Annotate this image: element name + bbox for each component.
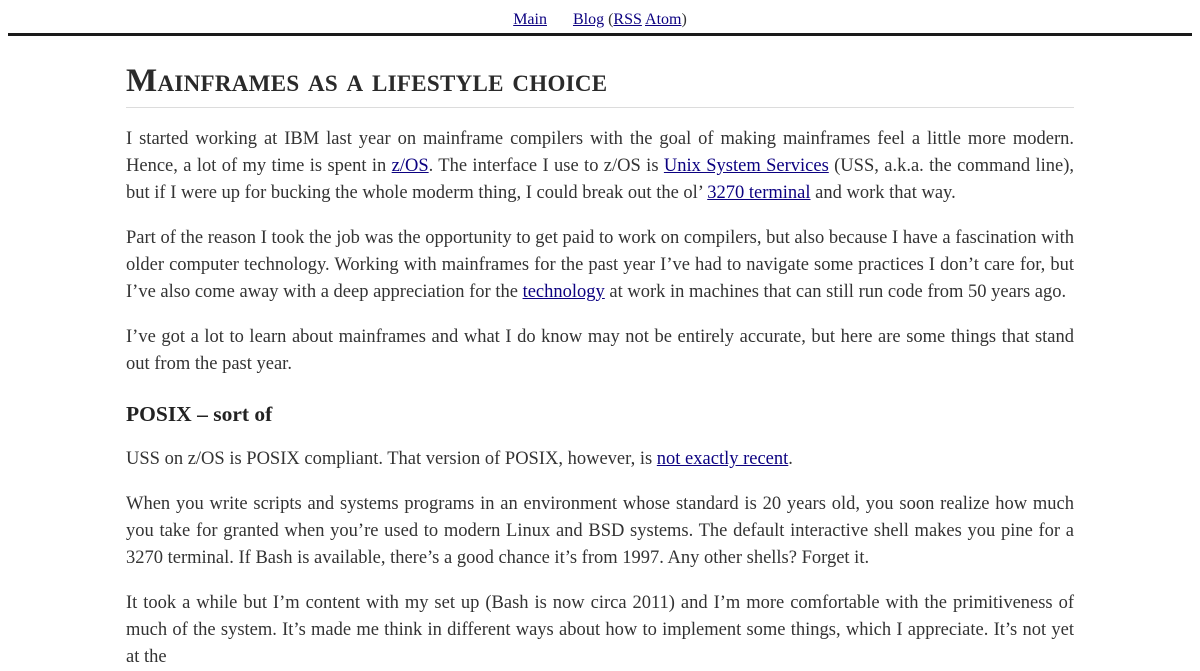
- zos-link[interactable]: z/OS: [391, 156, 429, 176]
- paragraph-text: I started working at IBM last year on mainframe compilers with the goal of making mainframes feel a little more modern. Hence, a lot of my time is spent in: [126, 129, 1074, 176]
- unix-system-services-link[interactable]: Unix System Services: [663, 156, 829, 176]
- nav-rss-link[interactable]: RSS: [613, 11, 642, 28]
- top-navigation: [8, 0, 1192, 36]
- nav-paren-open: (: [608, 11, 614, 28]
- nav-paren-close: ): [681, 11, 687, 28]
- not-exactly-recent-link[interactable]: not exactly recent: [656, 449, 789, 469]
- paragraph-intro: [126, 126, 1074, 207]
- technology-link[interactable]: technology: [522, 282, 605, 302]
- paragraph-scripts: When you write scripts and systems programs in an environment whose standard is 20 years old, you soon realize how much you take for granted when you’re used to modern Linux and BSD systems. The default interactive shell makes you pine for a 3270 terminal. If Bash is available, there’s a good chance it’s from 1997. Any other shells? Forget it.: [126, 494, 1074, 568]
- 3270-terminal-link[interactable]: 3270 terminal: [707, 183, 811, 203]
- section-heading-posix: POSIX – sort of: [126, 402, 273, 426]
- nav-atom-link[interactable]: Atom: [645, 11, 682, 28]
- paragraph-learn: I’ve got a lot to learn about mainframes and what I do know may not be entirely accurate, but here are some things that stand out from the past year.: [126, 327, 1074, 374]
- paragraph-text: (USS, a.k.a. the command line), but if I were up for bucking the whole moderm thing, I could break out the ol’: [126, 156, 1074, 203]
- paragraph-text: at work in machines that can still run code from 50 years ago.: [604, 282, 1067, 302]
- nav-main-link[interactable]: Main: [513, 11, 547, 28]
- paragraph-text: Part of the reason I took the job was the opportunity to get paid to work on compilers, but also because I have a fascination with older computer technology. Working with mainframes for the past year I’ve had to navigate some practices I don’t care for, but I’ve also come away with a deep appreciation for the: [126, 228, 1074, 302]
- paragraph-reason: [126, 225, 1074, 306]
- paragraph-text: USS on z/OS is POSIX compliant. That version of POSIX, however, is: [126, 449, 657, 469]
- article-title: Mainframes as a lifestyle choice: [126, 60, 1074, 108]
- paragraph-setup: It took a while but I’m content with my set up (Bash is now circa 2011) and I’m more comfortable with the primitiveness of much of the system. It’s made me think in different ways about how to implement some things, which I appreciate. It’s not yet at the: [126, 593, 1074, 667]
- paragraph-posix: [126, 446, 1074, 473]
- article: [126, 60, 1074, 671]
- paragraph-text: .: [788, 449, 793, 469]
- paragraph-text: and work that way.: [810, 183, 956, 203]
- nav-blog-link[interactable]: Blog: [572, 11, 605, 28]
- paragraph-text: . The interface I use to z/OS is: [428, 156, 664, 176]
